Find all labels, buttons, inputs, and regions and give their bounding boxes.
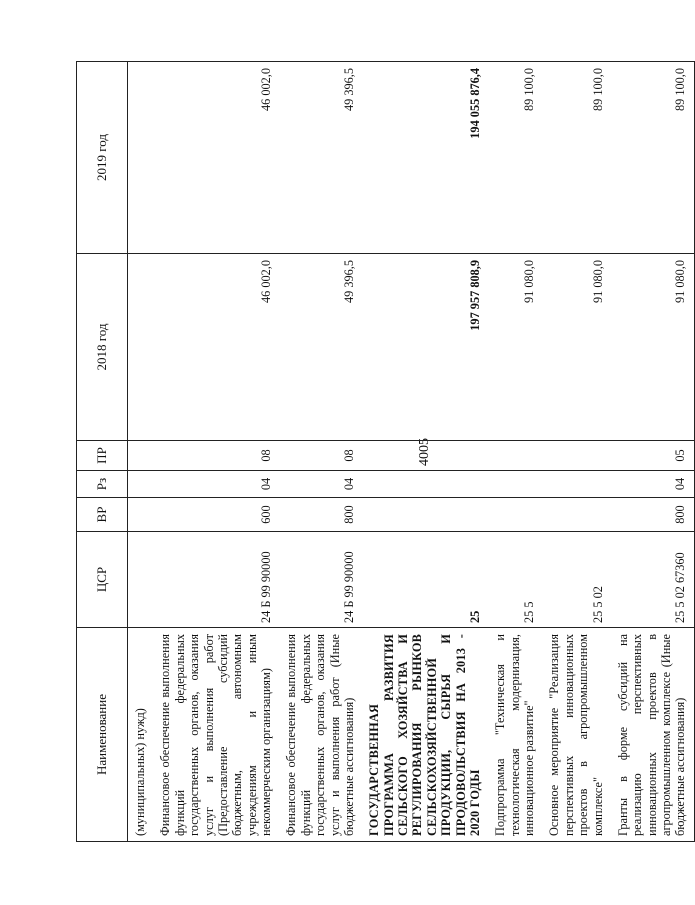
cell-csr: 25 5 02 67360 — [611, 532, 694, 628]
cell-2019: 46 002,0 — [153, 62, 279, 254]
cell-2018 — [128, 254, 154, 441]
cell-rz: 04 — [611, 471, 694, 498]
cell-2019: 89 100,0 — [611, 62, 694, 254]
cell-2019: 194 055 876,4 — [362, 62, 488, 254]
table-row — [279, 62, 362, 842]
table-body — [128, 62, 695, 842]
cell-csr — [128, 532, 154, 628]
cell-2018: 91 080,0 — [611, 254, 694, 441]
header-vr: ВР — [77, 498, 128, 532]
table-header — [77, 62, 128, 842]
cell-pr — [362, 441, 488, 471]
cell-csr: 25 5 02 — [542, 532, 611, 628]
cell-csr: 24 Б 99 90000 — [279, 532, 362, 628]
cell-name: Гранты в форме субсидий на реализацию перспективных инновационных проектов в агропромышленном комплексе (Иные бюджетные ассигнования) — [611, 628, 694, 842]
cell-csr: 25 5 — [488, 532, 542, 628]
cell-2018: 49 396,5 — [279, 254, 362, 441]
header-rz: Рз — [77, 471, 128, 498]
cell-pr — [488, 441, 542, 471]
cell-2019 — [128, 62, 154, 254]
header-pr: ПР — [77, 441, 128, 471]
cell-vr: 800 — [611, 498, 694, 532]
cell-2018: 46 002,0 — [153, 254, 279, 441]
table-row — [611, 62, 694, 842]
cell-csr: 24 Б 99 90000 — [153, 532, 279, 628]
rotated-page-content — [76, 62, 688, 842]
cell-rz — [362, 471, 488, 498]
page-number: 4005 — [417, 438, 432, 466]
header-2018: 2018 год — [77, 254, 128, 441]
cell-2019: 89 100,0 — [542, 62, 611, 254]
cell-name: (муниципальных) нужд) — [128, 628, 154, 842]
cell-vr: 800 — [279, 498, 362, 532]
cell-rz — [488, 471, 542, 498]
cell-pr — [128, 441, 154, 471]
cell-2019: 49 396,5 — [279, 62, 362, 254]
cell-name: Подпрограмма "Техническая и технологическая модернизация, инновационное развитие" — [488, 628, 542, 842]
table-row — [542, 62, 611, 842]
table-row — [488, 62, 542, 842]
cell-rz: 04 — [279, 471, 362, 498]
header-2019: 2019 год — [77, 62, 128, 254]
cell-name: Финансовое обеспечение выполнения функций федеральных государственных органов, оказания услуг и выполнения работ (Иные бюджетные ассигнования) — [279, 628, 362, 842]
cell-pr: 08 — [153, 441, 279, 471]
cell-name: Основное мероприятие "Реализация перспективных инновационных проектов в агропромышленном комплексе" — [542, 628, 611, 842]
table-row — [153, 62, 279, 842]
cell-2018: 91 080,0 — [488, 254, 542, 441]
cell-pr — [542, 441, 611, 471]
header-csr: ЦСР — [77, 532, 128, 628]
cell-2018: 91 080,0 — [542, 254, 611, 441]
cell-vr — [542, 498, 611, 532]
cell-pr: 08 — [279, 441, 362, 471]
cell-name: Финансовое обеспечение выполнения функций федеральных государственных органов, оказания услуг и выполнения работ (Предоставление субсидий бюджетным, автономным учреждениям и иным некоммерческим организациям) — [153, 628, 279, 842]
cell-rz — [128, 471, 154, 498]
cell-vr — [362, 498, 488, 532]
cell-vr: 600 — [153, 498, 279, 532]
cell-rz: 04 — [153, 471, 279, 498]
table-row — [362, 62, 488, 842]
cell-vr — [128, 498, 154, 532]
cell-name: ГОСУДАРСТВЕННАЯ ПРОГРАММА РАЗВИТИЯ СЕЛЬСКОГО ХОЗЯЙСТВА И РЕГУЛИРОВАНИЯ РЫНКОВ СЕЛЬСКОХОЗЯЙСТВЕННОЙ ПРОДУКЦИИ, СЫРЬЯ И ПРОДОВОЛЬСТВИЯ НА 2013 - 2020 ГОДЫ — [362, 628, 488, 842]
header-name: Наименование — [77, 628, 128, 842]
cell-2019: 89 100,0 — [488, 62, 542, 254]
cell-pr: 05 — [611, 441, 694, 471]
cell-vr — [488, 498, 542, 532]
table-row — [128, 62, 154, 842]
budget-table — [76, 61, 695, 842]
cell-csr: 25 — [362, 532, 488, 628]
cell-2018: 197 957 808,9 — [362, 254, 488, 441]
cell-rz — [542, 471, 611, 498]
